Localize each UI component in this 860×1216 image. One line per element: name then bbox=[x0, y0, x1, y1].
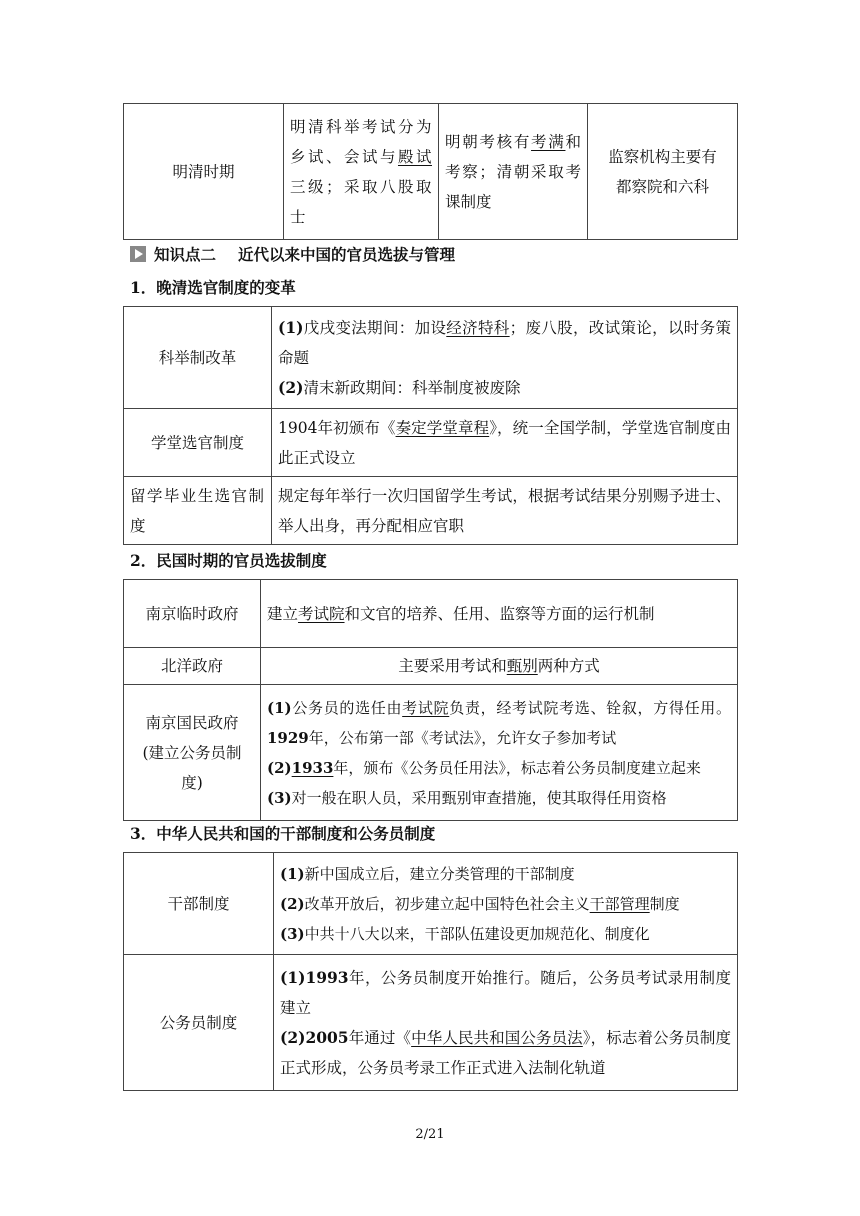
text: 考课制度 bbox=[445, 162, 581, 211]
underlined-term: 经济特科 bbox=[446, 318, 510, 337]
table-republic bbox=[123, 579, 738, 821]
text: 监察机构主要有都察院和六科 bbox=[608, 147, 717, 196]
row-content: 建立考试院和文官的培养、任用、监察等方面的运行机制 bbox=[261, 580, 738, 648]
point: (1)新中国成立后，建立分类管理的干部制度 bbox=[280, 864, 575, 883]
table-row bbox=[124, 955, 738, 1091]
table-row bbox=[124, 685, 738, 821]
text: 北洋政府 bbox=[160, 657, 223, 675]
table-row bbox=[124, 409, 738, 477]
row-content: 主要采用考试和甄别两种方式 bbox=[261, 648, 738, 685]
row-content bbox=[261, 685, 738, 821]
section-heading-2: 2．民国时期的官员选拔制度 bbox=[130, 551, 327, 570]
underlined-term: 考试院 bbox=[402, 698, 450, 717]
text: 和考察；清朝采取 bbox=[445, 132, 581, 181]
underlined-term: 考满 bbox=[531, 132, 566, 151]
underlined-term: 中华人民共和国公务员法 bbox=[411, 1028, 583, 1047]
underlined-term: 甄别 bbox=[506, 657, 538, 675]
row-content bbox=[274, 853, 738, 955]
cell-exam bbox=[284, 104, 439, 240]
row-name bbox=[124, 685, 261, 821]
underlined-term: 奏定学堂章程 bbox=[395, 418, 490, 437]
text: 公务员制度 bbox=[159, 1013, 238, 1032]
table-row bbox=[124, 477, 738, 545]
table-row bbox=[124, 307, 738, 409]
text: 为乡试、会试与 bbox=[290, 117, 432, 166]
point: (3)中共十八大以来，干部队伍建设更加规范化、制度化 bbox=[280, 924, 650, 943]
play-triangle-icon bbox=[130, 246, 146, 262]
row-content: 规定每年举行一次归国留学生考试，根据考试结果分别赐予进士、举人出身，再分配相应官职 bbox=[272, 477, 738, 545]
kp-title: 近代以来中国的官员选拔与管理 bbox=[238, 245, 456, 264]
table-row bbox=[124, 104, 738, 240]
row-name bbox=[124, 580, 261, 648]
text: 取士 bbox=[290, 177, 432, 226]
row-name bbox=[124, 648, 261, 685]
text: 干部制度 bbox=[167, 894, 230, 913]
point: (2)1933年，颁布《公务员任用法》，标志着公务员制度建立起来 bbox=[267, 758, 701, 777]
cell-supervision bbox=[588, 104, 738, 240]
point: (2)2005年通过《中华人民共和国公务员法》，标志着公务员制度正式形成，公务员考录工作正式进入法制化轨道 bbox=[280, 1027, 731, 1077]
row-content bbox=[272, 307, 738, 409]
kp-label: 知识点二 bbox=[154, 245, 217, 264]
period-label: 明清时期 bbox=[172, 162, 235, 181]
knowledge-point-heading bbox=[130, 243, 455, 265]
row-name bbox=[124, 477, 272, 545]
page-number: 2/21 bbox=[415, 1127, 445, 1142]
cell-period bbox=[124, 104, 284, 240]
text: 三级；采取八股 bbox=[290, 177, 416, 196]
point: (1)公务员的选任由考试院负责，经考试院考选、铨叙，方得任用。1929年，公布第一部《考试法》，允许女子参加考试 bbox=[267, 698, 731, 747]
section-heading-3: 3．中华人民共和国的干部制度和公务员制度 bbox=[130, 824, 436, 843]
table-row bbox=[124, 648, 738, 685]
cell-assessment bbox=[439, 104, 588, 240]
row-content bbox=[274, 955, 738, 1091]
row-name bbox=[124, 955, 274, 1091]
text: 学堂选官制度 bbox=[150, 433, 244, 452]
row-name bbox=[124, 307, 272, 409]
underlined-term: 干部管理 bbox=[589, 894, 650, 913]
point: (2)清末新政期间：科举制度被废除 bbox=[278, 377, 521, 397]
underlined-term: 殿试 bbox=[397, 147, 432, 166]
underlined-term: 1933 bbox=[291, 758, 334, 777]
row-name bbox=[124, 409, 272, 477]
text: 明朝考核有 bbox=[445, 132, 532, 151]
point: (1)1993年，公务员制度开始推行。随后，公务员考试录用制度建立 bbox=[280, 967, 731, 1017]
section-heading-1: 1．晚清选官制度的变革 bbox=[130, 278, 296, 297]
text: 科举制改革 bbox=[158, 348, 237, 367]
table-ming-qing bbox=[123, 103, 738, 240]
table-late-qing bbox=[123, 306, 738, 545]
point: (3)对一般在职人员，采用甄别审查措施，使其取得任用资格 bbox=[267, 788, 667, 807]
text: 南京临时政府 bbox=[145, 604, 239, 623]
table-row bbox=[124, 580, 738, 648]
point: (2)改革开放后，初步建立起中国特色社会主义干部管理制度 bbox=[280, 894, 680, 913]
text: 南京国民政府(建立公务员制度) bbox=[142, 713, 242, 792]
point: (1)戊戌变法期间：加设经济特科；废八股，改试策论，以时务策命题 bbox=[278, 317, 731, 367]
text: 留学毕业生选官制度 bbox=[130, 486, 265, 535]
table-row bbox=[124, 853, 738, 955]
underlined-term: 考试院 bbox=[298, 604, 345, 623]
table-prc bbox=[123, 852, 738, 1091]
row-name bbox=[124, 853, 274, 955]
row-content: 1904年初颁布《奏定学堂章程》，统一全国学制，学堂选官制度由此正式设立 bbox=[272, 409, 738, 477]
text: 明清科举考试分 bbox=[290, 117, 416, 136]
